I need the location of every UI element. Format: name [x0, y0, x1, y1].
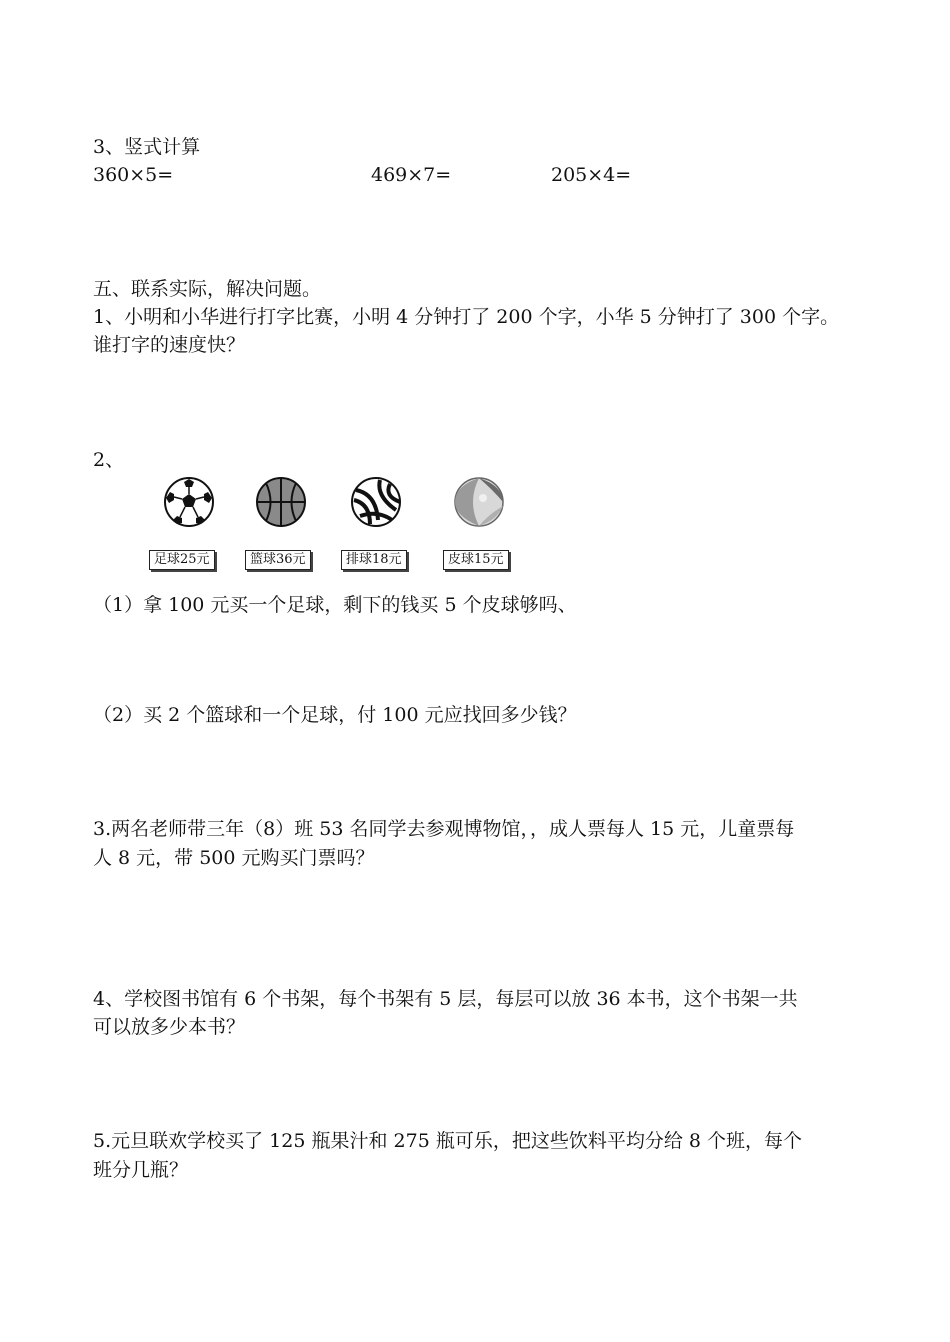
calc-problem-2: 469×7= — [371, 164, 452, 186]
volleyball-icon — [350, 476, 402, 528]
question-3-line-1: 3.两名老师带三年（8）班 53 名同学去参观博物馆，，成人票每人 15 元，儿童票每 — [93, 818, 795, 840]
question-5-line-2: 班分几瓶？ — [93, 1159, 189, 1181]
price-tag-beach-ball: 皮球15元 — [443, 550, 509, 570]
price-tag-soccer: 足球25元 — [149, 550, 215, 570]
question-1-line-1: 1、小明和小华进行打字比赛，小明 4 分钟打了 200 个字，小华 5 分钟打了 300 个字。 — [93, 306, 840, 328]
question-2-sub-1: （1）拿 100 元买一个足球，剩下的钱买 5 个皮球够吗、 — [93, 594, 577, 616]
soccer-ball-icon — [163, 476, 215, 528]
basketball-icon — [255, 476, 307, 528]
price-tag-volleyball: 排球18元 — [341, 550, 407, 570]
calc-problem-1: 360×5= — [93, 164, 174, 186]
question-2-label: 2、 — [93, 449, 125, 471]
section-3-heading: 3、竖式计算 — [93, 136, 201, 158]
question-4-line-1: 4、学校图书馆有 6 个书架，每个书架有 5 层，每层可以放 36 本书，这个书架一共 — [93, 988, 798, 1010]
question-3-line-2: 人 8 元，带 500 元购买门票吗？ — [93, 847, 375, 869]
question-5-line-1: 5.元旦联欢学校买了 125 瓶果汁和 275 瓶可乐，把这些饮料平均分给 8 个班，每个 — [93, 1130, 802, 1152]
section-5-heading: 五、联系实际，解决问题。 — [93, 278, 322, 300]
calc-problem-3: 205×4= — [551, 164, 632, 186]
question-4-line-2: 可以放多少本书？ — [93, 1016, 246, 1038]
question-2-sub-2: （2）买 2 个篮球和一个足球，付 100 元应找回多少钱？ — [93, 704, 577, 726]
price-tag-basketball: 篮球36元 — [245, 550, 311, 570]
beach-ball-icon — [453, 476, 505, 528]
question-1-line-2: 谁打字的速度快？ — [93, 334, 246, 356]
